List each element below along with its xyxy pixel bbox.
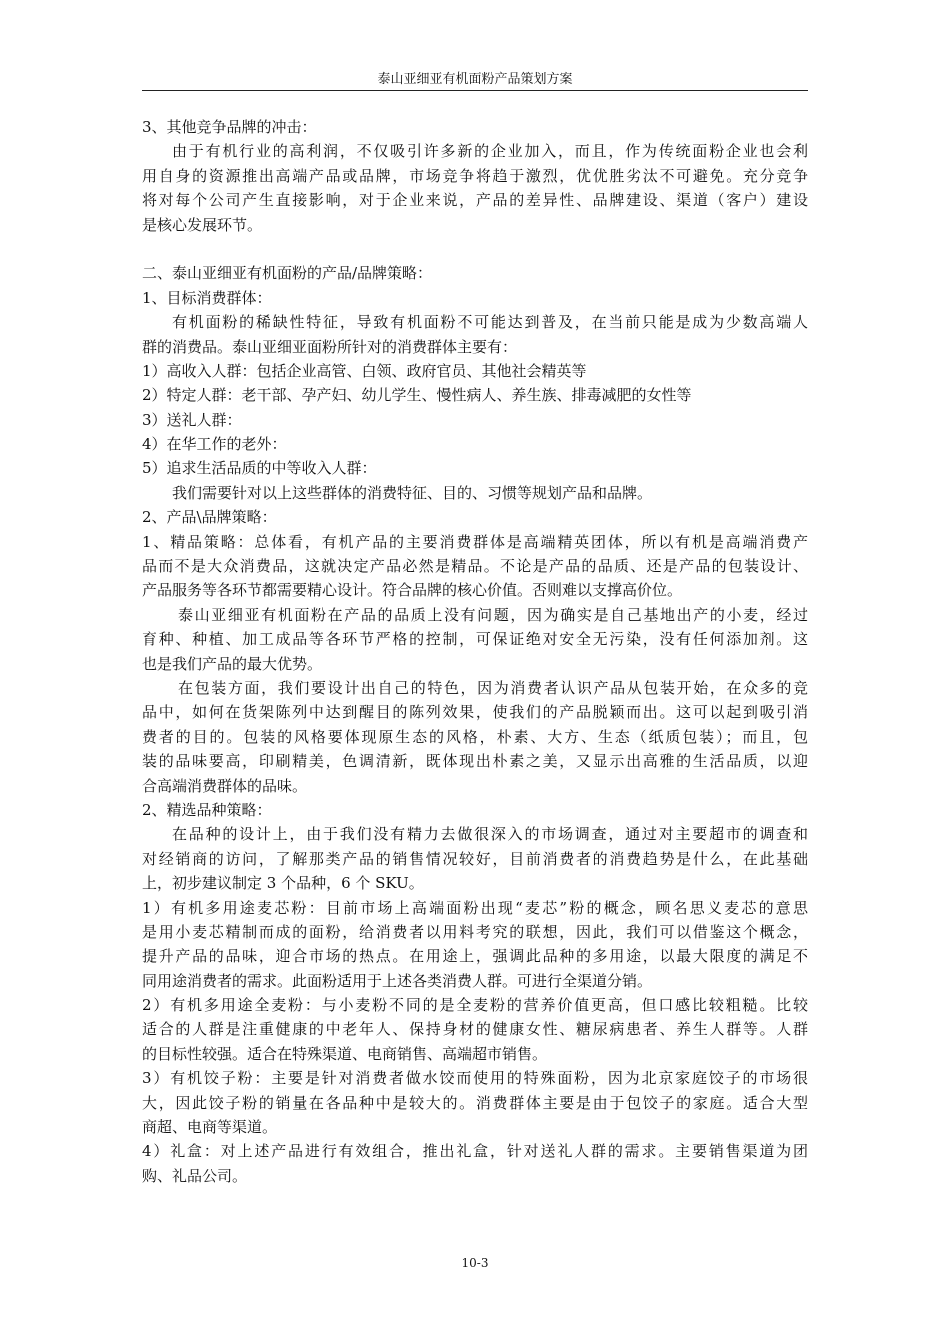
document-body	[142, 115, 808, 1188]
paragraph-line: 是核心发展环节。	[142, 215, 263, 234]
subsection-heading: 1、目标消费群体：	[142, 288, 272, 307]
subsection-heading: 2、精选品种策略：	[142, 800, 272, 819]
list-item: 2）特定人群：老干部、孕产妇、幼儿学生、慢性病人、养生族、排毒减肥的女性等	[142, 386, 692, 405]
paragraph-line: 群的消费品。泰山亚细亚面粉所针对的消费群体主要有：	[142, 337, 518, 356]
paragraph-line: 1、精品策略：总体看，有机产品的主要消费群体是高端精英团体，所以有机是高端消费产	[142, 532, 808, 551]
list-item: 1）高收入人群：包括企业高管、白领、政府官员、其他社会精英等	[142, 361, 587, 380]
paragraph-line: 的目标性较强。适合在特殊渠道、电商销售、高端超市销售。	[142, 1044, 548, 1063]
paragraph-line: 对经销商的访问，了解那类产品的销售情况较好，目前消费者的消费趋势是什么，在此基础	[142, 849, 808, 868]
paragraph-line: 是用小麦芯精制而成的面粉，给消费者以用料考究的联想，因此，我们可以借鉴这个概念，	[142, 922, 808, 941]
list-item: 1）有机多用途麦芯粉：目前市场上高端面粉出现“麦芯”粉的概念，顾名思义麦芯的意思	[142, 898, 808, 917]
paragraph-line: 费者的目的。包装的风格要体现原生态的风格，朴素、大方、生态（纸质包装）；而且，包	[142, 727, 808, 746]
page-header-title: 泰山亚细亚有机面粉产品策划方案	[377, 72, 573, 87]
paragraph-line: 同用途消费者的需求。此面粉适用于上述各类消费人群。可进行全渠道分销。	[142, 971, 653, 990]
subsection-heading: 2、产品\品牌策略：	[142, 508, 277, 527]
list-item: 2）有机多用途全麦粉：与小麦粉不同的是全麦粉的营养价值更高，但口感比较粗糙。比较	[142, 996, 808, 1015]
paragraph-line: 由于有机行业的高利润，不仅吸引许多新的企业加入，而且，作为传统面粉企业也会利	[172, 142, 808, 161]
header-divider	[142, 90, 808, 91]
paragraph-line: 也是我们产品的最大优势。	[142, 654, 323, 673]
paragraph-line: 适合的人群是注重健康的中老年人、保持身材的健康女性、糖尿病患者、养生人群等。人群	[142, 1020, 808, 1039]
list-item: 5）追求生活品质的中等收入人群：	[142, 459, 377, 478]
paragraph-line: 在包装方面，我们要设计出自己的特色，因为消费者认识产品从包装开始，在众多的竞	[178, 678, 808, 697]
paragraph-line: 购、礼品公司。	[142, 1166, 248, 1185]
paragraph-line: 大，因此饺子粉的销量在各品种中是较大的。消费群体主要是由于包饺子的家庭。适合大型	[142, 1093, 808, 1112]
paragraph-line: 我们需要针对以上这些群体的消费特征、目的、习惯等规划产品和品牌。	[172, 483, 653, 502]
paragraph-line: 合高端消费群体的品味。	[142, 776, 308, 795]
paragraph-line: 在品种的设计上，由于我们没有精力去做很深入的市场调查，通过对主要超市的调查和	[172, 825, 808, 844]
section-heading: 3、其他竞争品牌的冲击：	[142, 118, 317, 136]
list-item: 4）在华工作的老外：	[142, 435, 287, 454]
paragraph-line: 装的品味要高，印刷精美，色调清新，既体现出朴素之美，又显示出高雅的生活品质，以迎	[142, 752, 808, 771]
paragraph-line: 提升产品的品味，迎合市场的热点。在用途上，强调此品种的多用途，以最大限度的满足不	[142, 947, 808, 966]
paragraph-line: 品而不是大众消费品，这就决定产品必然是精品。不论是产品的品质、还是产品的包装设计、	[142, 557, 808, 576]
paragraph-line: 品中，如何在货架陈列中达到醒目的陈列效果，使我们的产品脱颖而出。这可以起到吸引消	[142, 703, 808, 722]
section-heading: 二、泰山亚细亚有机面粉的产品/品牌策略：	[142, 264, 433, 283]
paragraph-line: 产品服务等各环节都需要精心设计。符合品牌的核心价值。否则难以支撑高价位。	[142, 581, 683, 600]
paragraph-line: 上，初步建议制定 3 个品种，6 个 SKU。	[142, 874, 424, 893]
page-number: 10-3	[461, 1256, 489, 1270]
blank-line	[142, 237, 808, 261]
paragraph-line: 将对每个公司产生直接影响，对于企业来说，产品的差异性、品牌建设、渠道（客户）建设	[142, 191, 808, 210]
paragraph-line: 泰山亚细亚有机面粉在产品的品质上没有问题，因为确实是自己基地出产的小麦，经过	[178, 605, 808, 624]
paragraph-line: 育种、种植、加工成品等各环节严格的控制，可保证绝对安全无污染，没有任何添加剂。这	[142, 630, 808, 649]
paragraph-line: 用自身的资源推出高端产品或品牌，市场竞争将趋于激烈，优优胜劣汰不可避免。充分竞争	[142, 166, 808, 185]
paragraph-line: 商超、电商等渠道。	[142, 1118, 278, 1137]
paragraph-line: 有机面粉的稀缺性特征，导致有机面粉不可能达到普及，在当前只能是成为少数高端人	[172, 313, 808, 332]
list-item: 4）礼盒：对上述产品进行有效组合，推出礼盒，针对送礼人群的需求。主要销售渠道为团	[142, 1142, 808, 1161]
list-item: 3）有机饺子粉：主要是针对消费者做水饺而使用的特殊面粉，因为北京家庭饺子的市场很	[142, 1069, 808, 1088]
list-item: 3）送礼人群：	[142, 410, 242, 429]
